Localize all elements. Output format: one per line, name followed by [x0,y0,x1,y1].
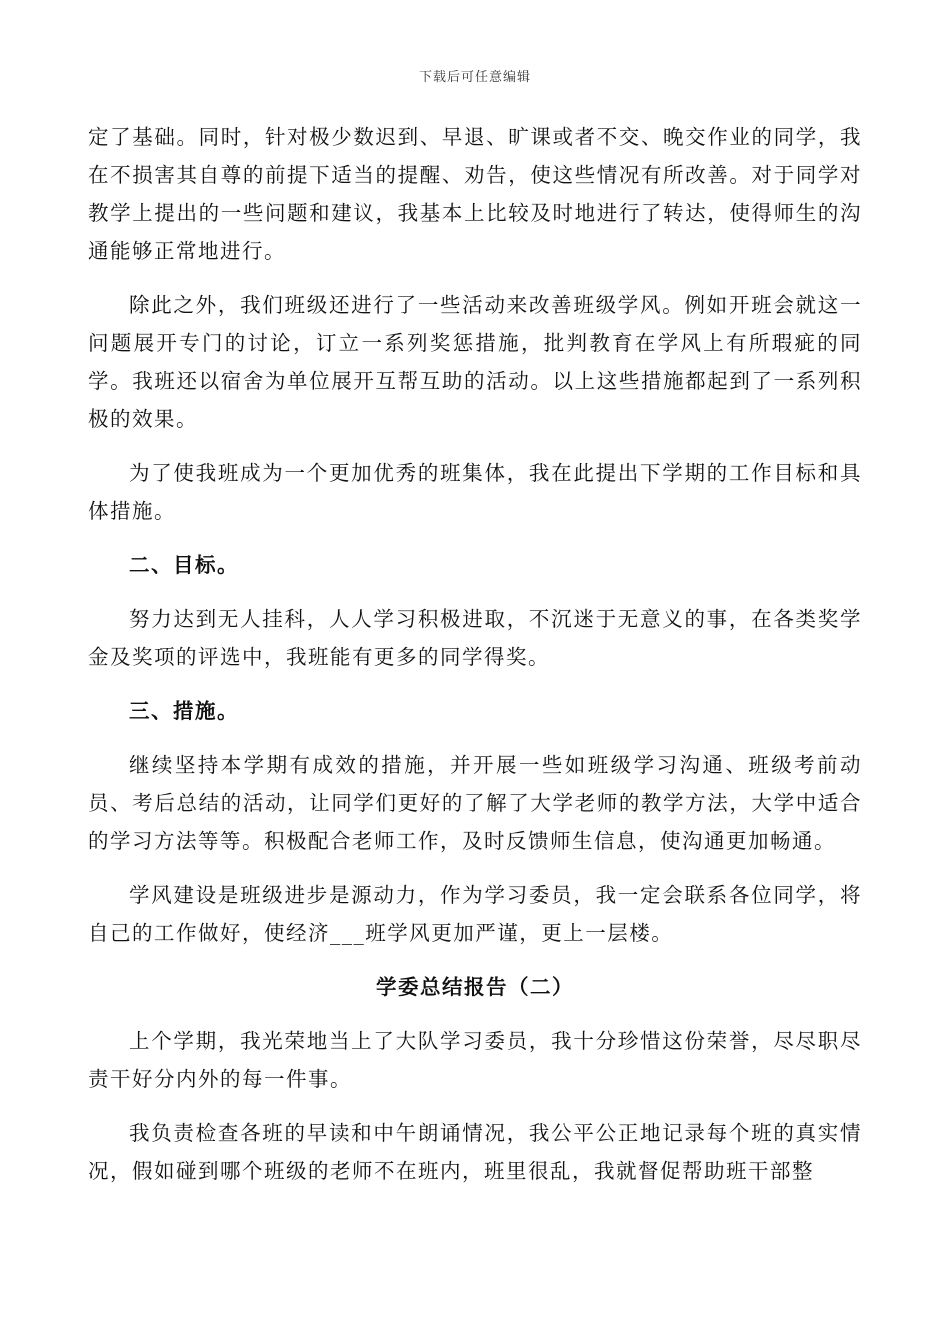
paragraph-conclusion: 学风建设是班级进步是源动力，作为学习委员，我一定会联系各位同学，将自己的工作做好，使经济___班学风更加严谨，更上一层楼。 [88,883,862,945]
paragraph-report-duties: 我负责检查各班的早读和中午朗诵情况，我公平公正地记录每个班的真实情况，假如碰到哪个班级的老师不在班内，班里很乱，我就督促帮助班干部整 [88,1121,862,1183]
paragraph-continuation: 定了基础。同时，针对极少数迟到、早退、旷课或者不交、晚交作业的同学，我在不损害其自尊的前提下适当的提醒、劝告，使这些情况有所改善。对于同学对教学上提出的一些问题和建议，我基本上比较及时地进行了转达，使得师生的沟通能够正常地进行。 [88,125,862,263]
paragraph-plan-intro: 为了使我班成为一个更加优秀的班集体，我在此提出下学期的工作目标和具体措施。 [88,461,862,523]
document-body [88,118,862,1206]
paragraph-report-intro: 上个学期，我光荣地当上了大队学习委员，我十分珍惜这份荣誉，尽尽职尽责干好分内外的每一件事。 [88,1029,862,1091]
paragraph-measures: 继续坚持本学期有成效的措施，并开展一些如班级学习沟通、班级考前动员、考后总结的活动，让同学们更好的了解了大学老师的教学方法，大学中适合的学习方法等等。积极配合老师工作，及时反馈师生信息，使沟通更加畅通。 [88,753,862,853]
heading-goal: 二、目标。 [129,553,239,577]
paragraph-goal: 努力达到无人挂科，人人学习积极进取，不沉迷于无意义的事，在各类奖学金及奖项的评选中，我班能有更多的同学得奖。 [88,607,862,669]
paragraph-activities: 除此之外，我们班级还进行了一些活动来改善班级学风。例如开班会就这一问题展开专门的讨论，订立一系列奖惩措施，批判教育在学风上有所瑕疵的同学。我班还以宿舍为单位展开互帮互助的活动。以上这些措施都起到了一系列积极的效果。 [88,293,862,431]
heading-measures: 三、措施。 [129,699,239,723]
section-title: 学委总结报告（二） [376,975,574,999]
page-header: 下载后可任意编辑 [418,70,531,85]
